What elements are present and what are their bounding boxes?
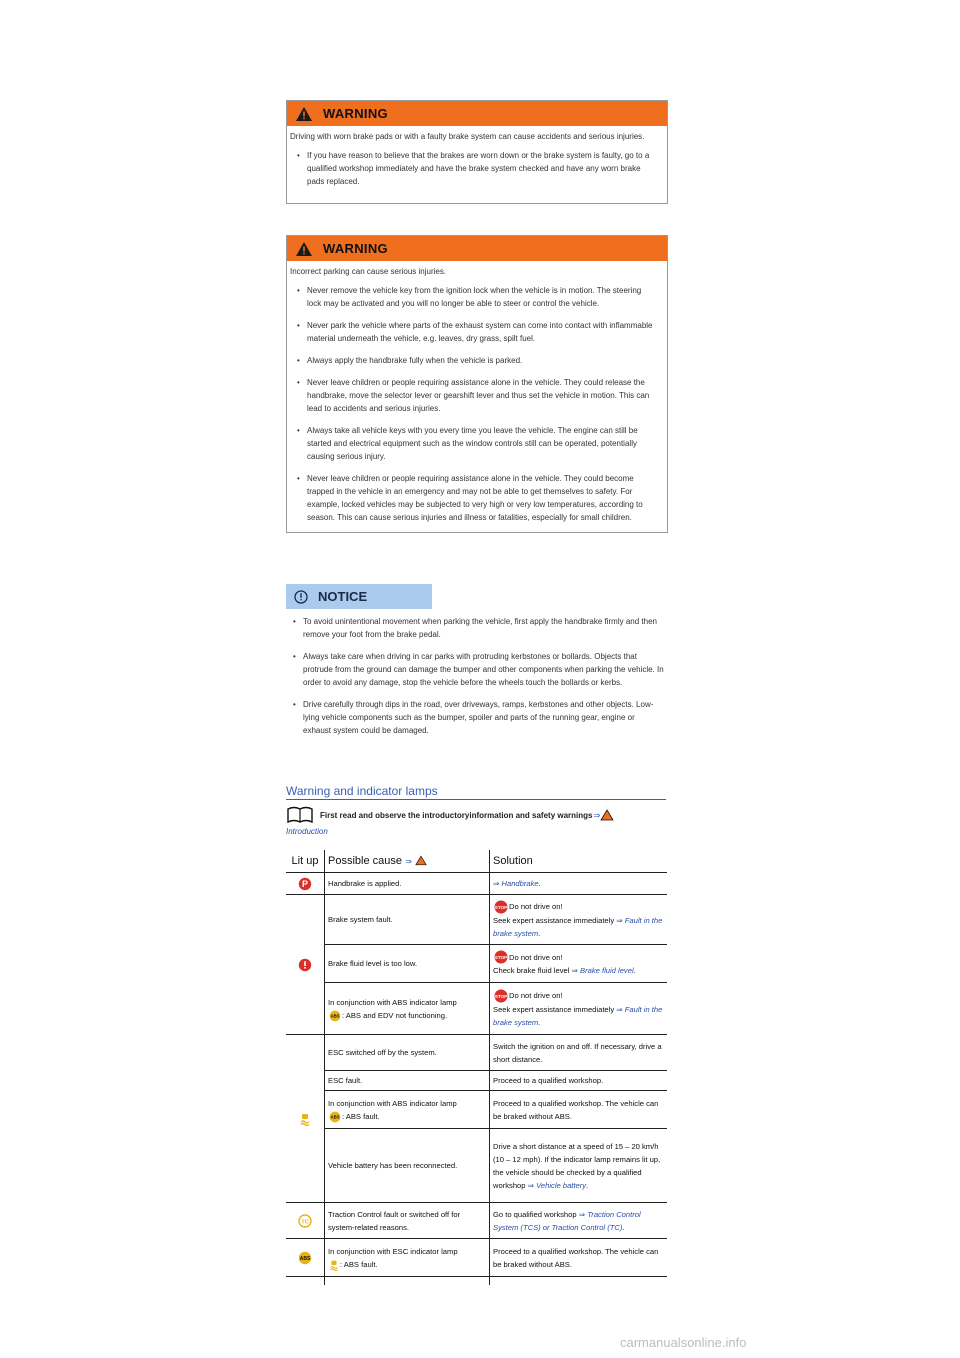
header-solution: Solution: [490, 850, 668, 873]
warning-item: • Never leave children or people requiring assistance alone in the vehicle. They could release the handbrake, move the selector lever or gearshift lever and thus set the vehicle in motion. This can lead to accidents and serious injuries.: [290, 376, 661, 415]
handbrake-p-lamp-icon: [297, 877, 313, 891]
notice-header: [286, 584, 432, 609]
cause-cell: ESC fault.: [325, 1071, 490, 1091]
brake-system-lamp-icon: [297, 958, 313, 972]
solution-cell: Proceed to a qualified workshop.: [490, 1071, 668, 1091]
cause-cell: Brake system fault.: [325, 895, 490, 945]
notice-title: NOTICE: [318, 589, 368, 604]
exclamation-circle-icon: [294, 590, 308, 604]
solution-cell: Drive a short distance at a speed of 15 – 20 km/h (10 – 12 mph). If the indicator lamp remains lit up, the vehicle should be checked by a qualified workshop ⇒ Vehicle battery.: [490, 1129, 668, 1203]
solution-cell: Proceed to a qualified workshop. The vehicle can be braked without ABS.: [490, 1239, 668, 1277]
svg-text:STOP: STOP: [494, 904, 508, 910]
solution-cell: ⇒ Handbrake.: [490, 873, 668, 895]
table-row: [286, 983, 667, 1035]
link-traction-control[interactable]: Traction Control System (TCS) or Traction Control (TC): [493, 1209, 641, 1232]
notice-item: • To avoid unintentional movement when parking the vehicle, first apply the handbrake firmly and then remove your foot from the brake pedal.: [286, 615, 668, 641]
intro-arrow: ⇒: [593, 810, 601, 820]
warning-intro: Incorrect parking can cause serious injuries.: [290, 267, 447, 276]
intro-text: First read and observe the introductoryinformation and safety warnings: [320, 810, 593, 820]
cause-cell: Vehicle battery has been reconnected.: [325, 1129, 490, 1203]
traction-control-lamp-icon: [297, 1214, 313, 1228]
warning-item: • Always apply the handbrake fully when the vehicle is parked.: [290, 354, 661, 367]
stop-icon: [493, 989, 509, 1003]
cause-cell: ESC switched off by the system.: [325, 1035, 490, 1071]
table-row: [286, 945, 667, 983]
header-cause-label: Possible cause: [328, 854, 402, 867]
warning-item: • Never remove the vehicle key from the ignition lock when the vehicle is in motion. The steering lock may be activated and you will no longer be able to steer or control the vehicle.: [290, 284, 661, 310]
warning-triangle-icon: [295, 106, 313, 122]
warning-item: • Never park the vehicle where parts of the exhaust system can come into contact with inflammable material underneath the vehicle, e.g. leaves, dry grass, spilt fuel.: [290, 319, 661, 345]
header-possible-cause: [325, 850, 490, 873]
intro-block: [286, 806, 666, 836]
header-cause-arrow: ⇒: [405, 856, 412, 866]
section-title: Warning and indicator lamps: [286, 784, 666, 800]
cause-cell: Brake fluid level is too low.: [325, 945, 490, 983]
warning-triangle-icon: [295, 241, 313, 257]
svg-text:ABS: ABS: [330, 1013, 340, 1019]
warning-item: • Always take all vehicle keys with you every time you leave the vehicle. The engine can still be started and electrical equipment such as the window controls still can be operated, potentially causing serious injury.: [290, 424, 661, 463]
footer-watermark: carmanualsonline.info: [620, 1335, 747, 1350]
cause-cell: Traction Control fault or switched off for system-related reasons.: [325, 1203, 490, 1239]
table-row: [286, 1277, 667, 1285]
warning-box-parking: [286, 235, 668, 533]
svg-text:P: P: [301, 878, 309, 889]
abs-lamp-icon: [328, 1010, 342, 1022]
svg-text:STOP: STOP: [494, 955, 508, 960]
indicator-lamps-table: [286, 850, 667, 1285]
solution-cell: STOP Do not drive on! Seek expert assistance immediately ⇒ Fault in the brake system.: [490, 895, 668, 945]
table-row: [286, 873, 667, 895]
notice-item: • Drive carefully through dips in the road, over driveways, ramps, kerbstones and other objects. Low-lying vehicle components such as the bumper, spoiler and parts of the running gear, engine or exhaust system could be damaged.: [286, 698, 668, 737]
svg-text:TC: TC: [301, 1218, 309, 1225]
table-row: [286, 895, 667, 945]
warning-intro: Driving with worn brake pads or with a faulty brake system can cause accidents and serious injuries.: [290, 132, 645, 141]
warning-item: • If you have reason to believe that the brakes are worn down or the brake system is faulty, go to a qualified workshop immediately and have the brake system checked and have any worn brake pads replaced.: [290, 149, 661, 188]
warning-title: WARNING: [323, 241, 388, 256]
solution-cell: Switch the ignition on and off. If necessary, drive a short distance.: [490, 1035, 668, 1071]
esc-skidding-car-icon: [328, 1259, 340, 1271]
warning-item: • Never leave children or people requiring assistance alone in the vehicle. They could become trapped in the vehicle in an emergency and may not be able to get themselves to safety. For example, locked vehicles may be subjected to very high or very low temperatures, according to season. This can cause serious injuries and illness or fatalities, especially for small children.: [290, 472, 661, 524]
link-fault-brake-system[interactable]: Fault in the brake system: [493, 1004, 663, 1027]
warning-triangle-icon: [600, 809, 614, 821]
table-row: [286, 1071, 667, 1091]
table-row: [286, 1091, 667, 1129]
intro-link[interactable]: Introduction: [286, 827, 328, 836]
cause-cell: In conjunction with ABS indicator lamp ABS : ABS fault.: [325, 1091, 490, 1129]
warning-header: [287, 236, 667, 261]
cause-cell: In conjunction with ESC indicator lamp : ABS fault.: [325, 1239, 490, 1277]
stop-icon: [493, 900, 509, 914]
open-book-icon: [286, 806, 314, 824]
table-row: [286, 1035, 667, 1071]
link-handbrake[interactable]: Handbrake: [501, 879, 539, 888]
solution-cell: Go to qualified workshop ⇒ Traction Control System (TCS) or Traction Control (TC).: [490, 1203, 668, 1239]
svg-text:ABS: ABS: [299, 1255, 311, 1262]
notice-body: [286, 615, 668, 746]
link-fault-brake-system[interactable]: Fault in the brake system: [493, 915, 663, 938]
abs-lamp-icon: [297, 1251, 313, 1265]
warning-header: [287, 101, 667, 126]
svg-text:STOP: STOP: [494, 993, 508, 999]
header-lit-up: Lit up: [286, 850, 325, 873]
link-brake-fluid-level[interactable]: Brake fluid level: [580, 966, 634, 975]
link-vehicle-battery[interactable]: Vehicle battery: [536, 1180, 587, 1190]
esc-skidding-car-icon: [298, 1112, 312, 1126]
cause-cell: In conjunction with ABS indicator lamp ABS : ABS and EDV not functioning.: [325, 983, 490, 1035]
warning-triangle-icon: [415, 855, 427, 866]
table-row: [286, 1239, 667, 1277]
table-row: [286, 1203, 667, 1239]
stop-icon: [493, 950, 509, 964]
solution-cell: Proceed to a qualified workshop. The vehicle can be braked without ABS.: [490, 1091, 668, 1129]
warning-box-brakes: [286, 100, 668, 204]
abs-lamp-icon: [328, 1111, 342, 1123]
notice-item: • Always take care when driving in car parks with protruding kerbstones or bollards. Objects that protrude from the ground can damage the bumper and other components when parking the vehicle. In order to avoid any damage, stop the vehicle before the wheels touch the bollards or kerbs.: [286, 650, 668, 689]
solution-cell: STOP Do not drive on! Seek expert assistance immediately ⇒ Fault in the brake system.: [490, 983, 668, 1035]
table-row: [286, 1129, 667, 1203]
solution-cell: STOP Do not drive on! Check brake fluid level ⇒ Brake fluid level.: [490, 945, 668, 983]
svg-text:ABS: ABS: [330, 1114, 340, 1120]
cause-cell: Handbrake is applied.: [325, 873, 490, 895]
warning-title: WARNING: [323, 106, 388, 121]
